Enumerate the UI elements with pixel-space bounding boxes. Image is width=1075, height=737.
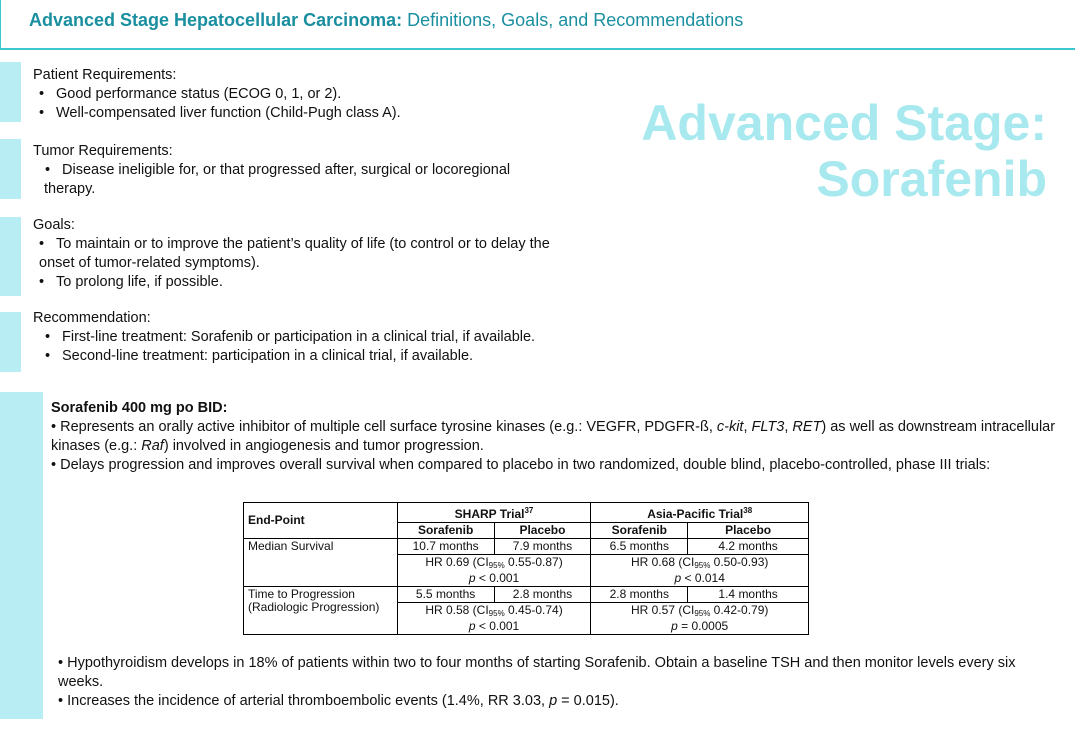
drug-paragraph-2: • Delays progression and improves overall survival when compared to placebo in two randomized, double blind, placebo-controlled, phase III trials:: [51, 457, 991, 473]
patient-requirements: [33, 66, 401, 123]
title-bold: Advanced Stage Hepatocellular Carcinoma:: [29, 10, 403, 30]
hr-cell: HR 0.69 ($CI_{95\%}$ 0.55-0.87) p < 0.001: [397, 555, 591, 587]
goals: [33, 216, 550, 292]
list-item: • First-line treatment: Sorafenib or participation in a clinical trial, if available.: [45, 329, 536, 345]
col-sorafenib: Sorafenib: [591, 523, 688, 539]
accent-bar-drug: [0, 392, 43, 719]
watermark-line1: Advanced Stage:: [641, 95, 1047, 151]
table-cell: 2.8 months: [494, 587, 591, 603]
tumor-requirements: [33, 142, 510, 199]
accent-bar-goals: [0, 217, 21, 296]
adverse-effects: [58, 654, 1058, 711]
section-heading: Patient Requirements:: [33, 67, 177, 83]
list-item: • Good performance status (ECOG 0, 1, or 2).: [39, 86, 342, 102]
list-item: • Hypothyroidism develops in 18% of patients within two to four months of starting Sorafenib. Obtain a baseline TSH and then monitor levels every six weeks.: [58, 655, 1016, 690]
list-item: • Well-compensated liver function (Child-Pugh class A).: [39, 105, 401, 121]
table-row: [244, 587, 809, 603]
watermark-heading: [641, 95, 1047, 207]
hr-cell: HR 0.57 ($CI_{95\%}$ 0.42-0.79) p = 0.0005: [591, 603, 809, 635]
table-cell: 2.8 months: [591, 587, 688, 603]
list-item: • To prolong life, if possible.: [39, 274, 223, 290]
accent-bar-patient: [0, 62, 21, 122]
trials-table: [243, 502, 809, 635]
accent-bar-tumor: [0, 139, 21, 199]
list-item: • Disease ineligible for, or that progressed after, surgical or locoregional: [45, 162, 511, 178]
title-rest: Definitions, Goals, and Recommendations: [402, 10, 744, 30]
drug-title: Sorafenib 400 mg po BID:: [51, 400, 228, 416]
table-row: [244, 539, 809, 555]
hr-cell: HR 0.58 ($CI_{95\%}$ 0.45-0.74) p < 0.001: [397, 603, 591, 635]
list-item: • Second-line treatment: participation in a clinical trial, if available.: [45, 348, 474, 364]
col-placebo: Placebo: [688, 523, 809, 539]
recommendation: [33, 309, 535, 366]
row-label: Time to Progression (Radiologic Progression): [244, 587, 398, 635]
row-label: Median Survival: [244, 539, 398, 587]
sharp-trial-header: SHARP Trial$^{37}$: [397, 503, 591, 523]
accent-bar-recommendation: [0, 312, 21, 372]
table-cell: 7.9 months: [494, 539, 591, 555]
col-sorafenib: Sorafenib: [397, 523, 494, 539]
title-bar: [0, 0, 1075, 50]
table-header-row: [244, 503, 809, 523]
watermark-line2: Sorafenib: [816, 151, 1047, 207]
page-title: [29, 10, 743, 31]
col-placebo: Placebo: [494, 523, 591, 539]
drug-paragraph-1: • Represents an orally active inhibitor of multiple cell surface tyrosine kinases (e.g.: VEGFR, PDGFR-ß, c-kit, FLT3, RET) as well as downstream intracellular kinases (e.g.: Raf) involved in angiogenesis and tumor progression.: [51, 419, 1056, 454]
table-cell: 10.7 months: [397, 539, 494, 555]
table-cell: 6.5 months: [591, 539, 688, 555]
table-cell: 5.5 months: [397, 587, 494, 603]
table-cell: 1.4 months: [688, 587, 809, 603]
section-heading: Tumor Requirements:: [33, 143, 173, 159]
table-cell: 4.2 months: [688, 539, 809, 555]
endpoint-header: End-Point: [244, 503, 398, 539]
section-heading: Recommendation:: [33, 310, 151, 326]
section-heading: Goals:: [33, 217, 75, 233]
asia-trial-header: Asia-Pacific Trial$^{38}$: [591, 503, 809, 523]
sorafenib-block: [51, 399, 1071, 475]
list-item-continuation: therapy.: [44, 181, 96, 197]
list-item: • To maintain or to improve the patient’s quality of life (to control or to delay the: [39, 236, 550, 252]
list-item: • Increases the incidence of arterial thromboembolic events (1.4%, RR 3.03, p = 0.015).: [58, 693, 619, 709]
list-item-continuation: onset of tumor-related symptoms).: [39, 255, 260, 271]
hr-cell: HR 0.68 ($CI_{95\%}$ 0.50-0.93) p < 0.014: [591, 555, 809, 587]
